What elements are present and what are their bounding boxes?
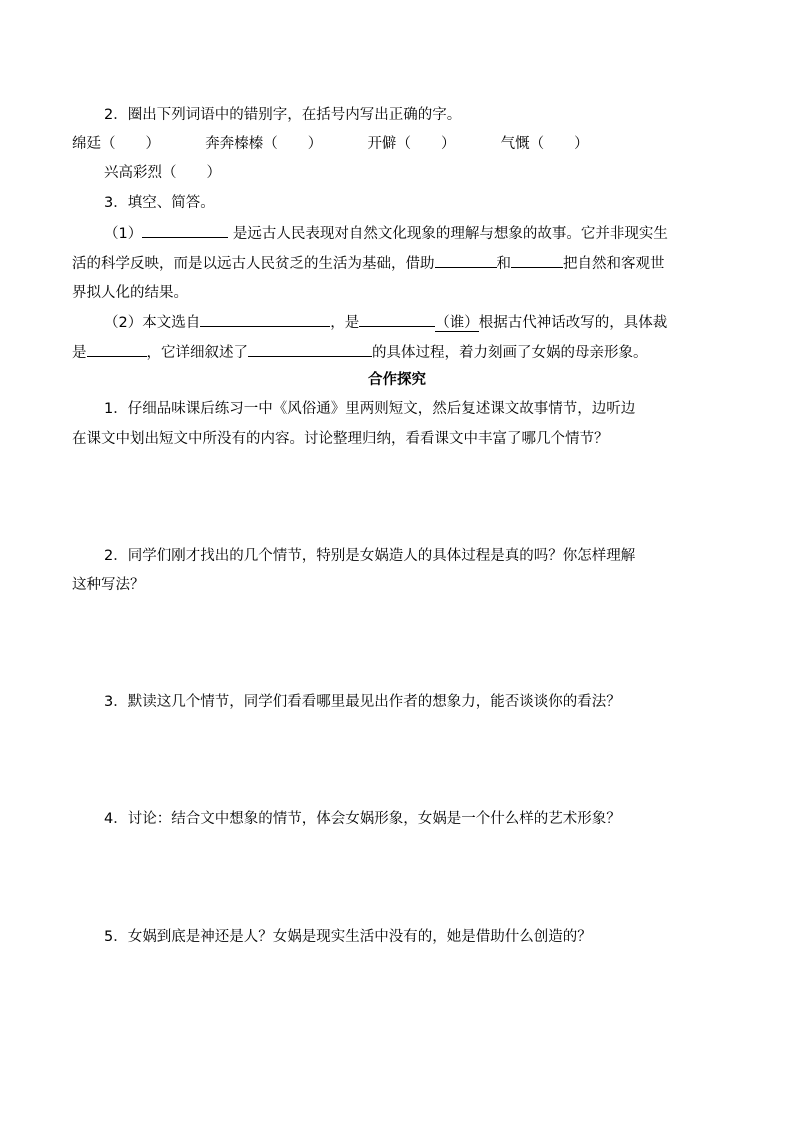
paren-open: （ bbox=[263, 136, 278, 152]
item-number: （2） bbox=[104, 315, 143, 331]
q2-title: 2．圈出下列词语中的错别字，在括号内写出正确的字。 bbox=[104, 107, 462, 123]
paren-open: （ bbox=[396, 136, 411, 152]
paren-close: ） bbox=[574, 136, 589, 152]
q3-item1-line1 bbox=[104, 222, 668, 245]
paren-close: ） bbox=[145, 136, 160, 152]
word-item: 兴高彩烈 bbox=[104, 165, 162, 181]
item-text: （谁） bbox=[435, 315, 479, 331]
fill-blank[interactable] bbox=[435, 252, 497, 268]
q3-item2-line2 bbox=[72, 341, 648, 364]
paren-close: ） bbox=[307, 136, 323, 152]
paren-open: （ bbox=[162, 165, 177, 181]
word-item: 奔奔榛榛 bbox=[205, 136, 264, 152]
fill-blank[interactable] bbox=[511, 252, 563, 268]
section-title: 合作探究 bbox=[368, 372, 426, 388]
question-4: 4．讨论：结合文中想象的情节，体会女娲形象，女娲是一个什么样的艺术形象？ bbox=[104, 811, 621, 827]
question-3: 3．默读这几个情节，同学们看看哪里最见出作者的想象力，能否谈谈你的看法？ bbox=[104, 694, 621, 710]
question-2-line1: 2．同学们刚才找出的几个情节，特别是女娲造人的具体过程是真的吗？你怎样理解 bbox=[104, 548, 636, 564]
item-text: ，是 bbox=[330, 315, 360, 331]
question-5: 5．女娲到底是神还是人？女娲是现实生活中没有的，她是借助什么创造的？ bbox=[104, 929, 592, 945]
word-item: 绵廷 bbox=[72, 136, 101, 152]
word-item: 开僻 bbox=[367, 136, 397, 152]
item-text: 本文选自 bbox=[142, 315, 201, 331]
fill-blank[interactable] bbox=[359, 311, 435, 327]
paren-open: （ bbox=[529, 136, 545, 152]
q3-item1-line2 bbox=[72, 252, 665, 275]
item-number: （1） bbox=[104, 226, 143, 242]
question-1-line1: 1．仔细品味课后练习一中《风俗通》里两则短文，然后复述课文故事情节，边听边 bbox=[104, 401, 636, 417]
q2-row2 bbox=[104, 162, 221, 184]
q3-item1-line3: 界拟人化的结果。 bbox=[72, 285, 188, 301]
word-item: 气慨 bbox=[500, 136, 530, 152]
fill-blank[interactable] bbox=[248, 341, 372, 357]
item-text: 根据古代神话改写的，具体裁 bbox=[478, 315, 668, 331]
fill-blank[interactable] bbox=[87, 341, 147, 357]
fill-blank[interactable] bbox=[200, 311, 330, 327]
q3-title: 3．填空、简答。 bbox=[104, 195, 215, 211]
q2-row1 bbox=[72, 133, 589, 155]
item-text: 的具体过程，着力刻画了女娲的母亲形象。 bbox=[372, 345, 648, 361]
item-text: 把自然和客观世 bbox=[563, 256, 665, 272]
question-1-line2: 在课文中划出短文中所没有的内容。讨论整理归纳，看看课文中丰富了哪几个情节？ bbox=[72, 431, 609, 447]
paren-close: ） bbox=[206, 165, 221, 181]
q3-item2-line1 bbox=[104, 311, 667, 334]
question-2-line2: 这种写法？ bbox=[72, 577, 145, 593]
paren-open: （ bbox=[101, 136, 116, 152]
paren-close: ） bbox=[440, 136, 456, 152]
item-text: 是 bbox=[72, 345, 87, 361]
item-text: 活的科学反映，而是以远古人民贫乏的生活为基础，借助 bbox=[72, 256, 435, 272]
item-text: 和 bbox=[496, 256, 511, 272]
fill-blank[interactable] bbox=[142, 222, 228, 238]
item-text: 是远古人民表现对自然文化现象的理解与想象的故事。它并非现实生 bbox=[232, 226, 668, 242]
item-text: ，它详细叙述了 bbox=[146, 345, 248, 361]
